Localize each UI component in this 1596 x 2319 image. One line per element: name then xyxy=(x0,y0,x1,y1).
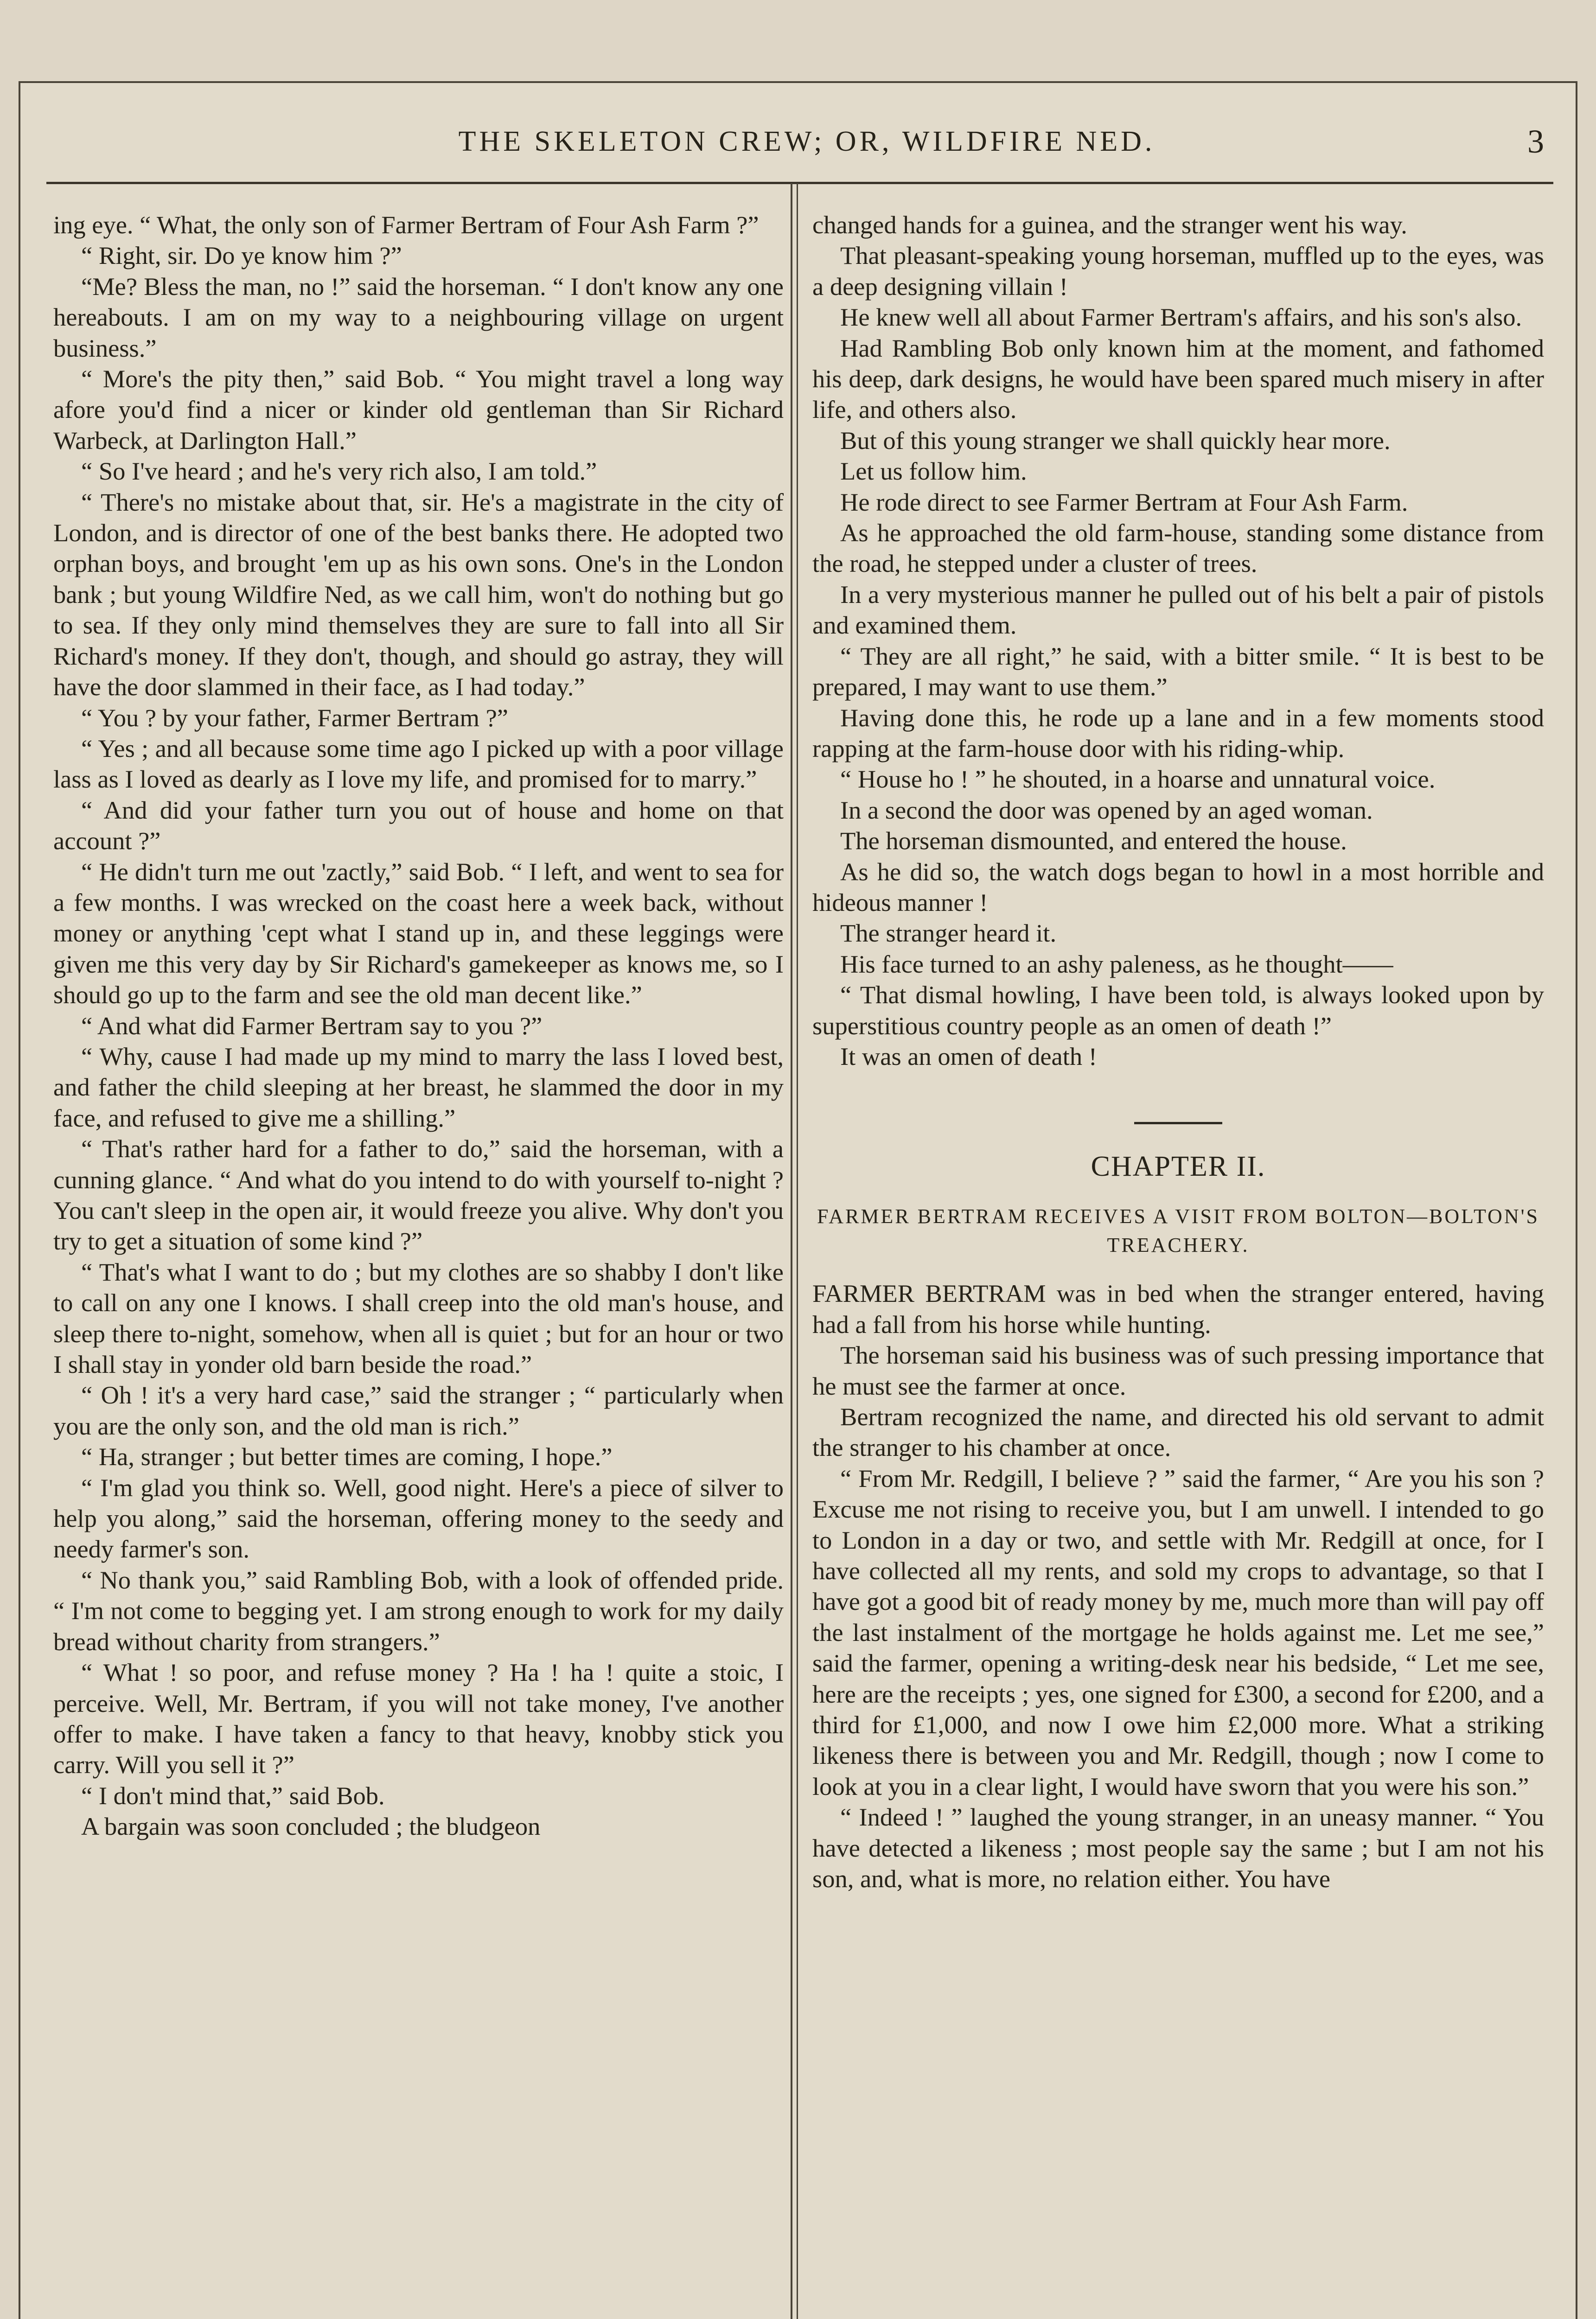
paragraph: But of this young stranger we shall quickly hear more. xyxy=(840,426,1391,455)
paragraph: “ House ho ! ” he shouted, in a hoarse and unnatural voice. xyxy=(840,765,1436,794)
paragraph: “ You ? by your father, Farmer Bertram ?” xyxy=(81,703,508,732)
running-title: THE SKELETON CREW; OR, WILDFIRE NED. xyxy=(458,126,1156,157)
paragraph: Having done this, he rode up a lane and in a few moments stood rapping at the farm-house door with his riding-whip. xyxy=(812,703,1544,762)
chapter-subheading: FARMER BERTRAM RECEIVES A VISIT FROM BOLTON—BOLTON'S TREACHERY. xyxy=(817,1205,1539,1257)
paragraph: As he approached the old farm-house, standing some distance from the road, he stepped under a cluster of trees. xyxy=(812,519,1544,578)
paragraph: FARMER BERTRAM was in bed when the stranger entered, having had a fall from his horse while hunting. xyxy=(812,1279,1544,1339)
paragraph: “ I don't mind that,” said Bob. xyxy=(81,1781,385,1810)
paragraph: He rode direct to see Farmer Bertram at Four Ash Farm. xyxy=(840,487,1408,516)
paragraph: “ Ha, stranger ; but better times are coming, I hope.” xyxy=(81,1442,613,1471)
paragraph: “ That dismal howling, I have been told, is always looked upon by superstitious country people as an omen of death !” xyxy=(812,980,1544,1040)
paragraph: “ And did your father turn you out of house and home on that account ?” xyxy=(53,795,784,855)
paragraph: “ From Mr. Redgill, I believe ? ” said the farmer, “ Are you his son ? Excuse me not rising to receive you, but I am unwell. I intended to go to London in a day or two, and settle with Mr. Redgill at once, for I have collected all my rents, and sold my crops to advantage, so that I have got a good bit of ready money by me, much more than will pay off the last instalment of the mortgage he holds against me. Let me see,” said the farmer, opening a writing-desk near his bedside, “ Let me see, here are the receipts ; yes, one signed for £300, a second for £200, and a third for £1,000, and now I owe him £2,000 more. What a striking likeness there is between you and Mr. Redgill, though ; now I come to look at you in a clear light, I would have sworn that you were his son.” xyxy=(812,1464,1544,1800)
paragraph: As he did so, the watch dogs began to howl in a most horrible and hideous manner ! xyxy=(812,857,1544,916)
left-column xyxy=(53,210,784,1842)
paragraph: “Me? Bless the man, no !” said the horseman. “ I don't know any one hereabouts. I am on my way to a neighbouring village on urgent business.” xyxy=(53,272,784,362)
paragraph: “ Oh ! it's a very hard case,” said the stranger ; “ particularly when you are the only son, and the old man is rich.” xyxy=(53,1381,784,1440)
column-rule-inner xyxy=(797,183,798,2319)
right-column-chapter-text xyxy=(812,1278,1544,1894)
chapter-heading: CHAPTER II. xyxy=(1091,1151,1266,1183)
running-header xyxy=(70,121,1544,162)
page-number: 3 xyxy=(1527,123,1544,160)
paragraph: Had Rambling Bob only known him at the moment, and fathomed his deep, dark designs, he would have been spared much misery in after life, and others also. xyxy=(812,333,1544,424)
paragraph: “ Yes ; and all because some time ago I picked up with a poor village lass as I loved as dearly as I love my life, and promised for to marry.” xyxy=(53,734,784,794)
paragraph: “ Why, cause I had made up my mind to marry the lass I loved best, and father the child sleeping at her breast, he slammed the door in my face, and refused to give me a shilling.” xyxy=(53,1042,784,1132)
right-column xyxy=(812,210,1544,1895)
paragraph: “ What ! so poor, and refuse money ? Ha ! ha ! quite a stoic, I perceive. Well, Mr. Bertram, if you will not take money, I've another offer to make. I have taken a fancy to that heavy, knobby stick you carry. Will you sell it ?” xyxy=(53,1658,784,1779)
paragraph: Bertram recognized the name, and directed his old servant to admit the stranger to his chamber at once. xyxy=(812,1403,1544,1462)
right-column-story xyxy=(812,210,1544,1072)
paragraph: ing eye. “ What, the only son of Farmer Bertram of Four Ash Farm ?” xyxy=(53,211,759,239)
paragraph: It was an omen of death ! xyxy=(840,1042,1097,1070)
paragraph: “ They are all right,” he said, with a bitter smile. “ It is best to be prepared, I may want to use them.” xyxy=(812,641,1544,701)
paragraph: “ No thank you,” said Rambling Bob, with a look of offended pride. “ I'm not come to begging yet. I am strong enough to work for my daily bread without charity from strangers.” xyxy=(53,1565,784,1656)
paragraph: The stranger heard it. xyxy=(840,919,1057,948)
paragraph: The horseman said his business was of such pressing importance that he must see the farmer at once. xyxy=(812,1341,1544,1400)
paragraph: “ There's no mistake about that, sir. He's a magistrate in the city of London, and is director of one of the best banks there. He adopted two orphan boys, and brought 'em up as his own sons. One's in the London bank ; but young Wildfire Ned, as we call him, won't do nothing but go to sea. If they only mind themselves they are sure to fall into all Sir Richard's money. If they don't, though, and should go astray, they will have the door slammed in their face, as I had today.” xyxy=(53,487,784,701)
header-rule xyxy=(46,182,1553,184)
paragraph: “ Indeed ! ” laughed the young stranger, in an uneasy manner. “ You have detected a likeness ; most people say the same ; but I am not his son, and, what is more, no relation either. You have xyxy=(812,1803,1544,1893)
paragraph: “ That's what I want to do ; but my clothes are so shabby I don't like to call on any one I knows. I shall creep into the old man's house, and sleep there to-night, somehow, when all is quiet ; but for an hour or two I shall stay in yonder old barn beside the road.” xyxy=(53,1257,784,1379)
paragraph: The horseman dismounted, and entered the house. xyxy=(840,826,1347,855)
paragraph: In a second the door was opened by an aged woman. xyxy=(840,795,1373,824)
paragraph: His face turned to an ashy paleness, as he thought—— xyxy=(840,949,1393,978)
section-divider xyxy=(1134,1122,1222,1124)
paragraph: “ Right, sir. Do ye know him ?” xyxy=(81,241,402,270)
paragraph: “ He didn't turn me out 'zactly,” said Bob. “ I left, and went to sea for a few months. I was wrecked on the coast here a week back, without money or anything 'cept what I stand up in, and these leggings were given me this very day by Sir Richard's gamekeeper as knows me, so I should go up to the farm and see the old man decent like.” xyxy=(53,857,784,1009)
paragraph: Let us follow him. xyxy=(840,457,1027,486)
paragraph: In a very mysterious manner he pulled out of his belt a pair of pistols and examined them. xyxy=(812,580,1544,640)
paragraph: “ So I've heard ; and he's very rich also, I am told.” xyxy=(81,457,597,486)
paragraph: “ And what did Farmer Bertram say to you ?” xyxy=(81,1011,543,1040)
column-rule xyxy=(791,183,792,2319)
paragraph: “ I'm glad you think so. Well, good night. Here's a piece of silver to help you along,” said the horseman, offering money to the seedy and needy farmer's son. xyxy=(53,1473,784,1563)
paragraph: “ That's rather hard for a father to do,” said the horseman, with a cunning glance. “ And what do you intend to do with yourself to-night ? You can't sleep in the open air, it would freeze you alive. Why don't you try to get a situation of some kind ?” xyxy=(53,1134,784,1256)
paragraph: He knew well all about Farmer Bertram's affairs, and his son's also. xyxy=(840,303,1522,332)
paragraph: That pleasant-speaking young horseman, muffled up to the eyes, was a deep designing villain ! xyxy=(812,241,1544,301)
paragraph: changed hands for a guinea, and the stranger went his way. xyxy=(812,211,1407,239)
paragraph: A bargain was soon concluded ; the bludgeon xyxy=(81,1812,541,1841)
paragraph: “ More's the pity then,” said Bob. “ You might travel a long way afore you'd find a nicer or kinder old gentleman than Sir Richard Warbeck, at Darlington Hall.” xyxy=(53,365,784,455)
